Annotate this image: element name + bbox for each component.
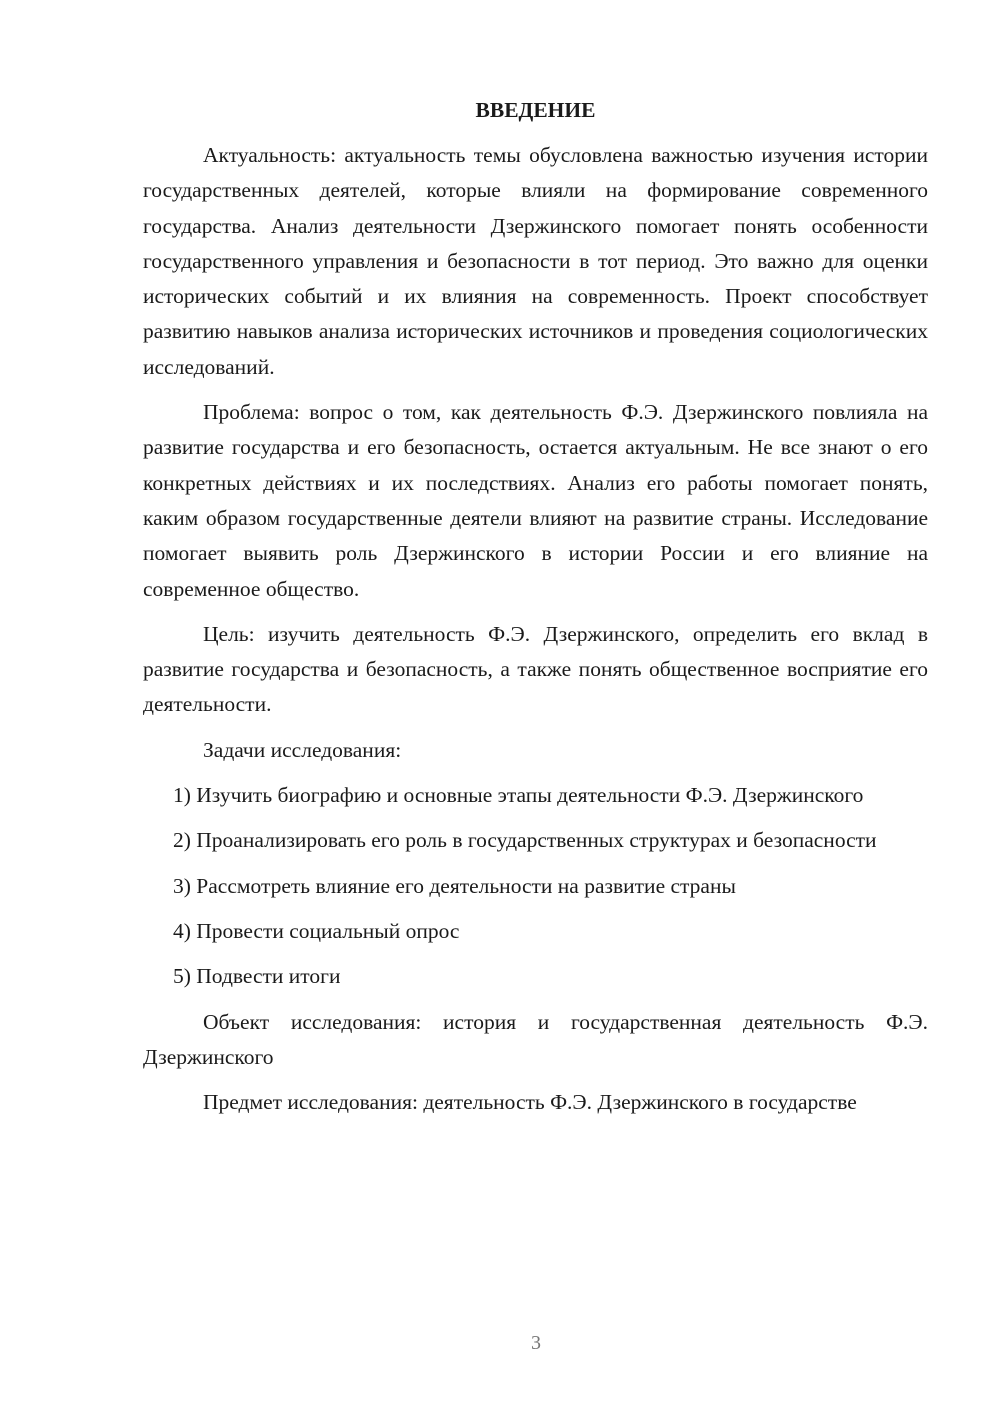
list-item: 2) Проанализировать его роль в государственных структурах и безопасности <box>173 828 877 853</box>
relevance-paragraph: Актуальность: актуальность темы обусловлена важностью изучения истории государственных деятелей, которые влияли на формирование современного государства. Анализ деятельности Дзержинского помогает понять особенности государственного управления и безопасности в тот период. Это важно для оценки исторических событий и их влияния на современность. Проект способствует развитию навыков анализа исторических источников и проведения социологических исследований. <box>143 143 928 379</box>
goal-paragraph: Цель: изучить деятельность Ф.Э. Дзержинского, определить его вклад в развитие государства и безопасность, а также понять общественное восприятие его деятельности. <box>143 621 928 717</box>
page-title: ВВЕДЕНИЕ <box>475 98 596 122</box>
problem-paragraph: Проблема: вопрос о том, как деятельность Ф.Э. Дзержинского повлияла на развитие государства и его безопасность, остается актуальным. Не все знают о его конкретных действиях и их последствиях. Анализ его работы помогает понять, каким образом государственные деятели влияют на развитие страны. Исследование помогает выявить роль Дзержинского в истории России и его влияние на современное общество. <box>143 400 928 601</box>
tasks-heading: Задачи исследования: <box>203 737 402 762</box>
list-item: 1) Изучить биографию и основные этапы деятельности Ф.Э. Дзержинского <box>173 783 864 808</box>
document-page <box>143 92 928 1130</box>
research-object-paragraph: Объект исследования: история и государственная деятельность Ф.Э. Дзержинского <box>143 1009 928 1069</box>
research-subject-paragraph: Предмет исследования: деятельность Ф.Э. Дзержинского в государстве <box>203 1090 857 1115</box>
list-item: 5) Подвести итоги <box>173 964 341 989</box>
page-number: 3 <box>531 1332 541 1354</box>
list-item: 4) Провести социальный опрос <box>173 918 460 943</box>
list-item: 3) Рассмотреть влияние его деятельности на развитие страны <box>173 873 736 898</box>
